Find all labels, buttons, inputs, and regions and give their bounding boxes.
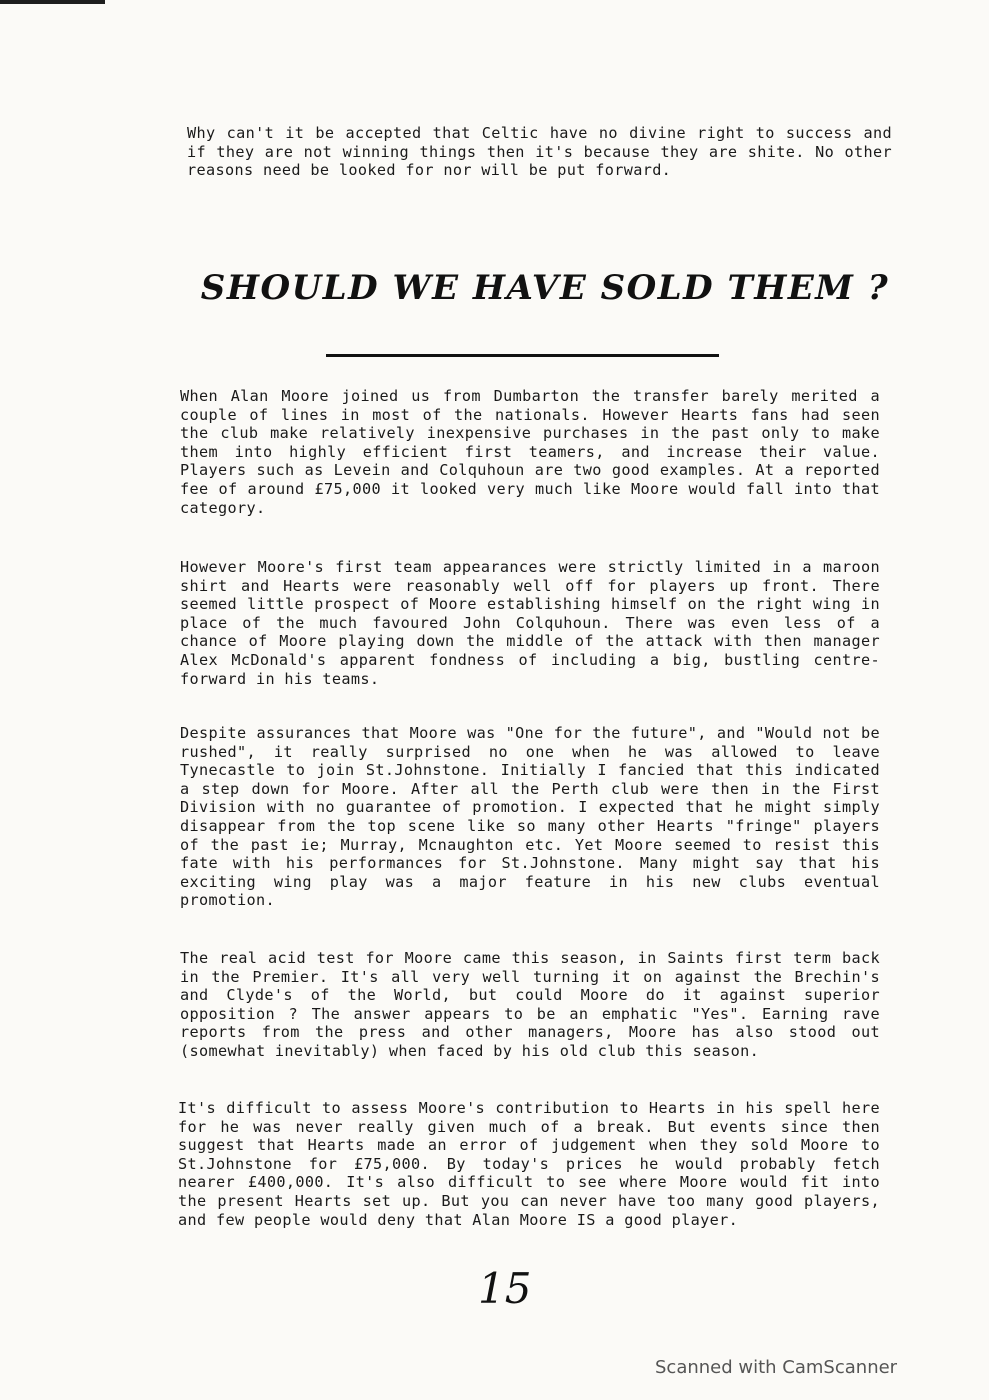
article-paragraph-2: However Moore's first team appearances were strictly limited in a maroon shirt and Hearts were reasonably well off for players up front. There seemed little prospect of Moore establishing himself on the right wing in place of the much favoured John Colquhoun. There was even less of a chance of Moore playing down the middle of the attack with then manager Alex McDonald's apparent fondness of including a big, bustling centre-forward in his teams. <box>180 558 880 688</box>
article-paragraph-1: When Alan Moore joined us from Dumbarton the transfer barely merited a couple of lines in most of the nationals. However Hearts fans had seen the club make relatively inexpensive purchases in the past only to make them into highly efficient first teamers, and increase their value. Players such as Levein and Colquhoun are two good examples. At a reported fee of around £75,000 it looked very much like Moore would fall into that category. <box>180 387 880 517</box>
heading-underline <box>326 354 719 357</box>
camscanner-watermark: Scanned with CamScanner <box>655 1357 898 1378</box>
article-heading: SHOULD WE HAVE SOLD THEM ? <box>200 268 890 308</box>
page-number: 15 <box>478 1264 532 1313</box>
intro-paragraph: Why can't it be accepted that Celtic have no divine right to success and if they are not winning things then it's because they are shite. No other reasons need be looked for nor will be put forward. <box>187 124 892 180</box>
article-paragraph-5: It's difficult to assess Moore's contribution to Hearts in his spell here for he was never really given much of a break. But events since then suggest that Hearts made an error of judgement when they sold Moore to St.Johnstone for £75,000. By today's prices he would probably fetch nearer £400,000. It's also difficult to see where Moore would fit into the present Hearts set up. But you can never have too many good players, and few people would deny that Alan Moore IS a good player. <box>178 1099 880 1229</box>
article-paragraph-4: The real acid test for Moore came this season, in Saints first term back in the Premier. It's all very well turning it on against the Brechin's and Clyde's of the World, but could Moore do it against superior opposition ? The answer appears to be an emphatic "Yes". Earning rave reports from the press and other managers, Moore has also stood out (somewhat inevitably) when faced by his old club this season. <box>180 949 880 1060</box>
article-paragraph-3: Despite assurances that Moore was "One for the future", and "Would not be rushed", it really surprised no one when he was allowed to leave Tynecastle to join St.Johnstone. Initially I fancied that this indicated a step down for Moore. After all the Perth club were then in the First Division with no guarantee of promotion. I expected that he might simply disappear from the top scene like so many other Hearts "fringe" players of the past ie; Murray, Mcnaughton etc. Yet Moore seemed to resist this fate with his performances for St.Johnstone. Many might say that his exciting wing play was a major feature in his new clubs eventual promotion. <box>180 724 880 910</box>
scan-edge-mark <box>0 0 105 4</box>
